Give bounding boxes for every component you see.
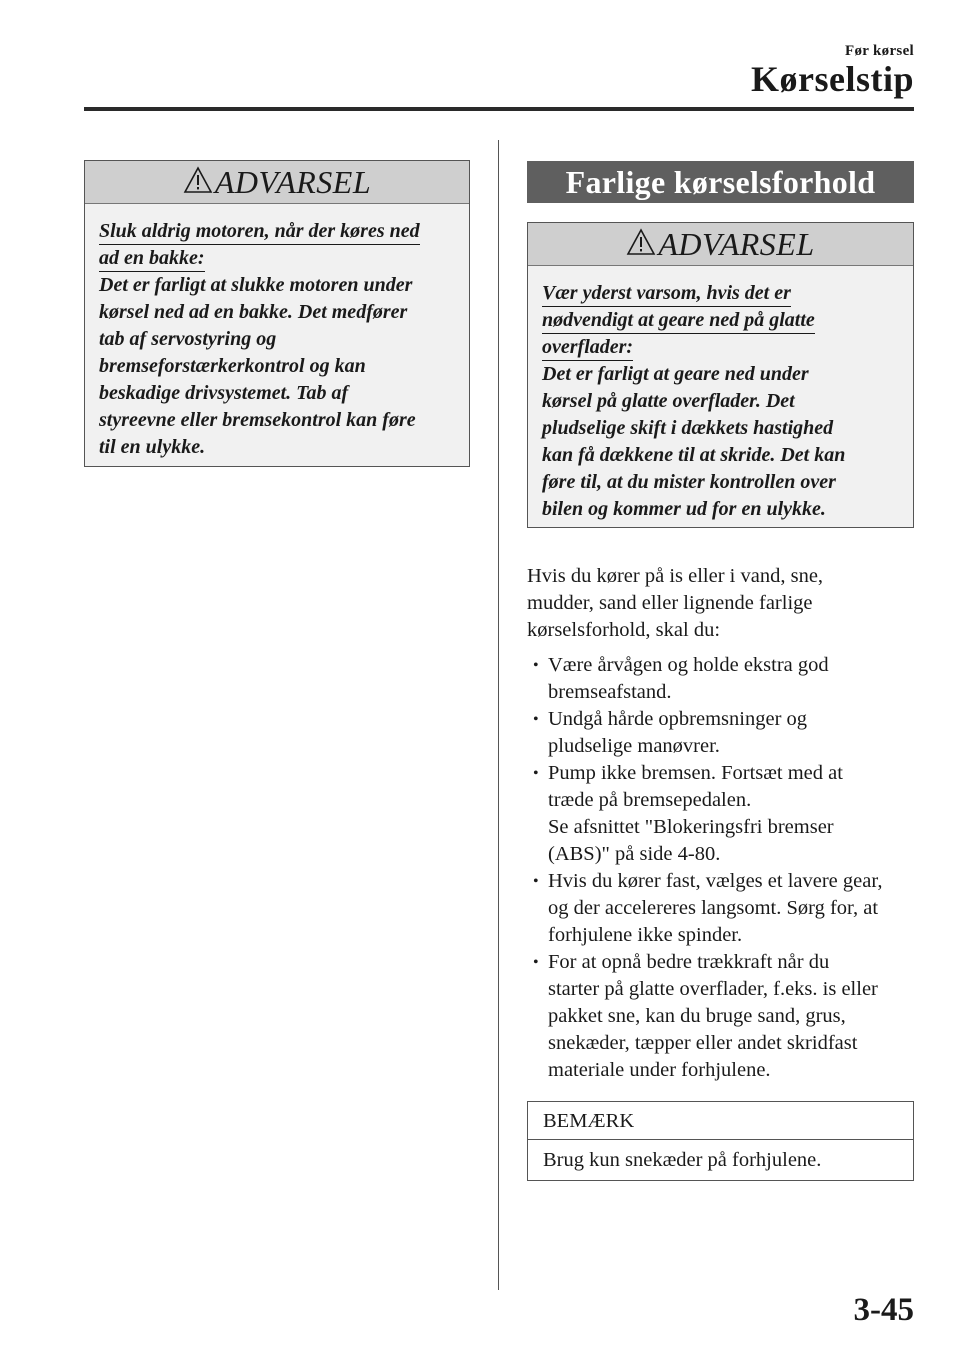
list-item-line: Hvis du kører fast, vælges et lavere gear, bbox=[548, 870, 883, 892]
warning-box-engine bbox=[84, 160, 470, 467]
page-number: 3-45 bbox=[853, 1292, 914, 1328]
page-title: Kørselstip bbox=[751, 59, 914, 99]
list-item-line: Være årvågen og holde ekstra god bbox=[548, 654, 829, 676]
warning-underlined-line: ad en bakke: bbox=[99, 246, 205, 272]
list-item-line: og der accelereres langsomt. Sørg for, at bbox=[548, 897, 879, 919]
warning-body-line: Det er farligt at geare ned under bbox=[542, 363, 809, 385]
list-item-line: starter på glatte overflader, f.eks. is eller bbox=[548, 978, 878, 1000]
list-item-line: For at opnå bedre trækkraft når du bbox=[548, 951, 830, 973]
intro-line: mudder, sand eller lignende farlige bbox=[527, 592, 813, 614]
list-item-line: træde på bremsepedalen. bbox=[548, 789, 752, 811]
warning-triangle-icon bbox=[183, 166, 213, 194]
warning-title: ADVARSEL bbox=[658, 225, 815, 262]
list-item bbox=[531, 706, 921, 760]
warning-body-line: kan få dækkene til at skride. Det kan bbox=[542, 444, 846, 466]
list-item-line: bremseafstand. bbox=[548, 681, 672, 703]
list-item bbox=[531, 760, 921, 868]
intro-line: kørselsforhold, skal du: bbox=[527, 619, 721, 641]
list-item bbox=[531, 868, 921, 949]
intro-paragraph bbox=[527, 563, 917, 644]
list-item bbox=[531, 652, 921, 706]
warning-underlined-line: overflader: bbox=[542, 335, 633, 361]
list-item-line: materiale under forhjulene. bbox=[548, 1059, 771, 1081]
section-heading: Farlige kørselsforhold bbox=[527, 161, 914, 203]
list-item-line: pludselige manøvrer. bbox=[548, 735, 720, 757]
list-item bbox=[531, 949, 921, 1084]
bullet-dot-icon: • bbox=[533, 711, 539, 728]
bullet-dot-icon: • bbox=[533, 954, 539, 971]
list-item-line: (ABS)" på side 4-80. bbox=[548, 843, 721, 865]
warning-triangle-icon bbox=[626, 228, 656, 256]
warning-body-line: kørsel på glatte overflader. Det bbox=[542, 390, 795, 412]
list-item-line: Pump ikke bremsen. Fortsæt med at bbox=[548, 762, 843, 784]
warning-body-line: bilen og kommer ud for en ulykke. bbox=[542, 498, 826, 520]
note-heading: BEMÆRK bbox=[528, 1102, 913, 1140]
list-item-line: pakket sne, kan du bruge sand, grus, bbox=[548, 1005, 846, 1027]
note-box bbox=[527, 1101, 914, 1181]
warning-underlined-line: Vær yderst varsom, hvis det er bbox=[542, 281, 791, 307]
bullet-dot-icon: • bbox=[533, 657, 539, 674]
bullet-dot-icon: • bbox=[533, 873, 539, 890]
list-item-line: forhjulene ikke spinder. bbox=[548, 924, 743, 946]
warning-body-line: bremseforstærkerkontrol og kan bbox=[99, 355, 366, 377]
warning-body-line: beskadige drivsystemet. Tab af bbox=[99, 382, 349, 404]
warning-body-line: tab af servostyring og bbox=[99, 328, 277, 350]
warning-box-downshift bbox=[527, 222, 914, 528]
warning-body-line: Det er farligt at slukke motoren under bbox=[99, 274, 413, 296]
warning-body-line: pludselige skift i dækkets hastighed bbox=[542, 417, 834, 439]
list-item-line: Se afsnittet "Blokeringsfri bremser bbox=[548, 816, 834, 838]
warning-text bbox=[85, 204, 469, 475]
warning-header bbox=[528, 223, 913, 266]
warning-underlined-line: nødvendigt at geare ned på glatte bbox=[542, 308, 815, 334]
bullet-list bbox=[531, 652, 921, 1084]
bullet-dot-icon: • bbox=[533, 765, 539, 782]
warning-text bbox=[528, 266, 913, 537]
warning-body-line: føre til, at du mister kontrollen over bbox=[542, 471, 836, 493]
note-text: Brug kun snekæder på forhjulene. bbox=[543, 1149, 822, 1171]
warning-header bbox=[85, 161, 469, 204]
list-item-line: snekæder, tæpper eller andet skridfast bbox=[548, 1032, 858, 1054]
column-divider bbox=[498, 140, 499, 1290]
header-section-label: Før kørsel bbox=[845, 43, 914, 59]
warning-title: ADVARSEL bbox=[214, 163, 372, 200]
intro-line: Hvis du kører på is eller i vand, sne, bbox=[527, 565, 824, 587]
warning-underlined-line: Sluk aldrig motoren, når der køres ned bbox=[99, 219, 420, 245]
warning-body-line: til en ulykke. bbox=[99, 436, 206, 458]
list-item-line: Undgå hårde opbremsninger og bbox=[548, 708, 808, 730]
warning-body-line: styreevne eller bremsekontrol kan føre bbox=[99, 409, 416, 431]
header-rule bbox=[84, 107, 914, 111]
warning-body-line: kørsel ned ad en bakke. Det medfører bbox=[99, 301, 408, 323]
